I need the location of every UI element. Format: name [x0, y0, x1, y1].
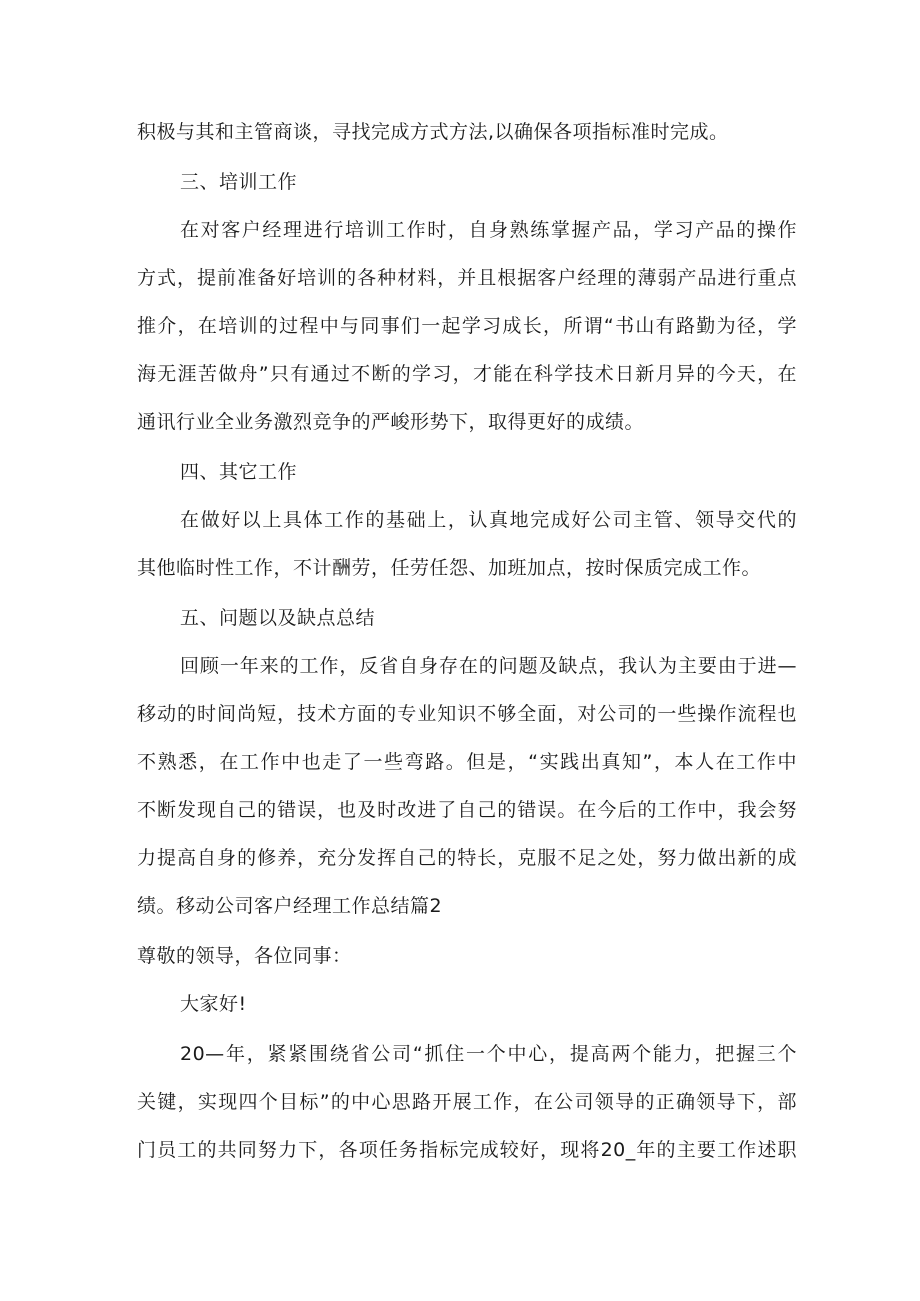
- paragraph-line: 回顾一年来的工作，反省自身存在的问题及缺点，我认为主要由于进—: [180, 655, 797, 677]
- paragraph-line: 推介，在培训的过程中与同事们一起学习成长，所谓“书山有路勤为径，学: [137, 315, 797, 337]
- paragraph-line: 通讯行业全业务激烈竞争的严峻形势下，取得更好的成绩。: [137, 411, 645, 433]
- paragraph-line: 20—年，紧紧围绕省公司“抓住一个中心，提高两个能力，把握三个: [180, 1043, 797, 1065]
- paragraph-line: 关键，实现四个目标”的中心思路开展工作，在公司领导的正确领导下，部: [137, 1091, 797, 1113]
- paragraph-line: 不断发现自己的错误，也及时改进了自己的错误。在今后的工作中，我会努: [137, 799, 797, 821]
- paragraph-line: 不熟悉，在工作中也走了一些弯路。但是，“实践出真知”，本人在工作中: [137, 751, 797, 773]
- paragraph-line: 积极与其和主管商谈，寻找完成方式方法,以确保各项指标准时完成。: [137, 121, 729, 143]
- paragraph-line: 门员工的共同努力下，各项任务指标完成较好，现将20_年的主要工作述职: [137, 1139, 797, 1161]
- paragraph-line: 力提高自身的修养，充分发挥自己的特长，克服不足之处，努力做出新的成: [137, 847, 797, 869]
- paragraph-line-article-title: 绩。移动公司客户经理工作总结篇2: [137, 895, 443, 917]
- paragraph-line: 其他临时性工作，不计酬劳，任劳任怨、加班加点，按时保质完成工作。: [137, 557, 762, 579]
- paragraph-line: 在做好以上具体工作的基础上，认真地完成好公司主管、领导交代的: [180, 509, 797, 531]
- section-heading-problems: 五、问题以及缺点总结: [180, 607, 376, 629]
- paragraph-line: 在对客户经理进行培训工作时，自身熟练掌握产品，学习产品的操作: [180, 219, 797, 241]
- paragraph-line: 海无涯苦做舟”只有通过不断的学习，才能在科学技术日新月异的今天，在: [137, 363, 797, 385]
- paragraph-line: 移动的时间尚短，技术方面的专业知识不够全面，对公司的一些操作流程也: [137, 703, 797, 725]
- section-heading-training: 三、培训工作: [180, 171, 298, 193]
- section-heading-other-work: 四、其它工作: [180, 461, 298, 483]
- salutation: 尊敬的领导，各位同事：: [137, 945, 352, 967]
- greeting: 大家好!: [180, 993, 247, 1015]
- paragraph-line: 方式，提前准备好培训的各种材料，并且根据客户经理的薄弱产品进行重点: [137, 267, 797, 289]
